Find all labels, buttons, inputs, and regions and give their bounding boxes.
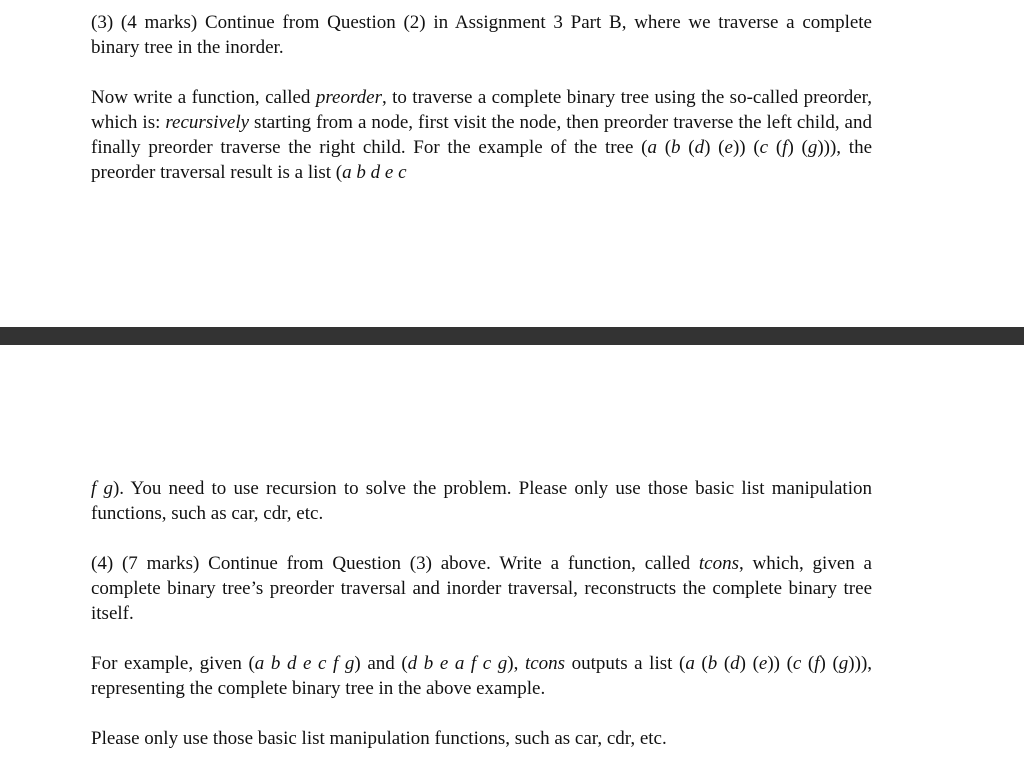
question-4-note [91, 726, 872, 751]
question-3-continued [91, 476, 872, 526]
question-3-intro [91, 10, 872, 60]
question-4-intro [91, 551, 872, 626]
q4-note-text: Please only use those basic list manipulation functions, such as car, cdr, etc. [91, 728, 667, 749]
tree-node: d [730, 653, 740, 674]
q3-text: ))), the preorder traversal result is a list ( [91, 137, 873, 183]
q4-text: ) ( [739, 653, 759, 674]
function-name-tcons: tcons [698, 553, 739, 574]
q4-text: ( [801, 653, 815, 674]
function-name-preorder: preorder [315, 87, 382, 108]
tree-node: e [758, 653, 768, 674]
tree-node: a [647, 137, 657, 158]
function-name-tcons: tcons [524, 653, 566, 674]
q4-text: , which, given a complete binary tree’s preorder traversal and inorder traversal, reconstructs the complete binary tree itself. [91, 553, 872, 624]
preorder-list: a b d e c f g [254, 653, 355, 674]
q4-text: For example, given ( [91, 653, 255, 674]
q4-text: ))), representing the complete binary tree in the above example. [91, 653, 873, 699]
tree-node: g [807, 137, 818, 158]
q4-text: outputs a list ( [565, 653, 686, 674]
traversal-result: a b d e c [342, 162, 407, 183]
tree-node: d [694, 137, 705, 158]
inorder-list: d b e a f c g [407, 653, 508, 674]
tree-node: f [782, 137, 788, 158]
q4-text: ), [507, 653, 525, 674]
q4-text: ) ( [819, 653, 839, 674]
tree-node: f [814, 653, 820, 674]
tree-node: g [838, 653, 849, 674]
q3-text: , to traverse a complete binary tree using the so-called preorder, which is: [91, 87, 872, 133]
question-4-example [91, 651, 872, 701]
tree-node: c [759, 137, 769, 158]
q3-text: starting from a node, first visit the node, then preorder traverse the left child, and finally preorder traverse the right child. For the example of the tree ( [91, 112, 872, 158]
tree-node: e [724, 137, 733, 158]
q3-intro-text: (3) (4 marks) Continue from Question (2) in Assignment 3 Part B, where we traverse a complete binary tree in the inorder. [91, 12, 872, 58]
traversal-result: f g [91, 478, 113, 499]
q3-text: ) ( [787, 137, 808, 158]
q3-text: ). You need to use recursion to solve the problem. Please only use those basic list manipulation functions, such as car, cdr, etc. [91, 478, 872, 524]
q3-text: Now write a function, called [91, 87, 316, 108]
q4-text: ( [717, 653, 731, 674]
tree-node: a [685, 653, 695, 674]
q3-text: ) ( [704, 137, 725, 158]
q3-text: ( [680, 137, 695, 158]
q4-text: (4) (7 marks) Continue from Question (3) above. Write a function, called [91, 553, 699, 574]
tree-node: c [792, 653, 802, 674]
q3-text: ( [656, 137, 672, 158]
q4-text: ( [694, 653, 708, 674]
emphasis-recursively: recursively [165, 112, 250, 133]
q3-text: ( [768, 137, 783, 158]
q3-text: )) ( [732, 137, 760, 158]
tree-node: b [707, 653, 718, 674]
q4-text: )) ( [767, 653, 793, 674]
question-3-body [91, 85, 872, 185]
q4-text: ) and ( [354, 653, 408, 674]
page-break-divider [0, 327, 1024, 345]
tree-node: b [671, 137, 681, 158]
